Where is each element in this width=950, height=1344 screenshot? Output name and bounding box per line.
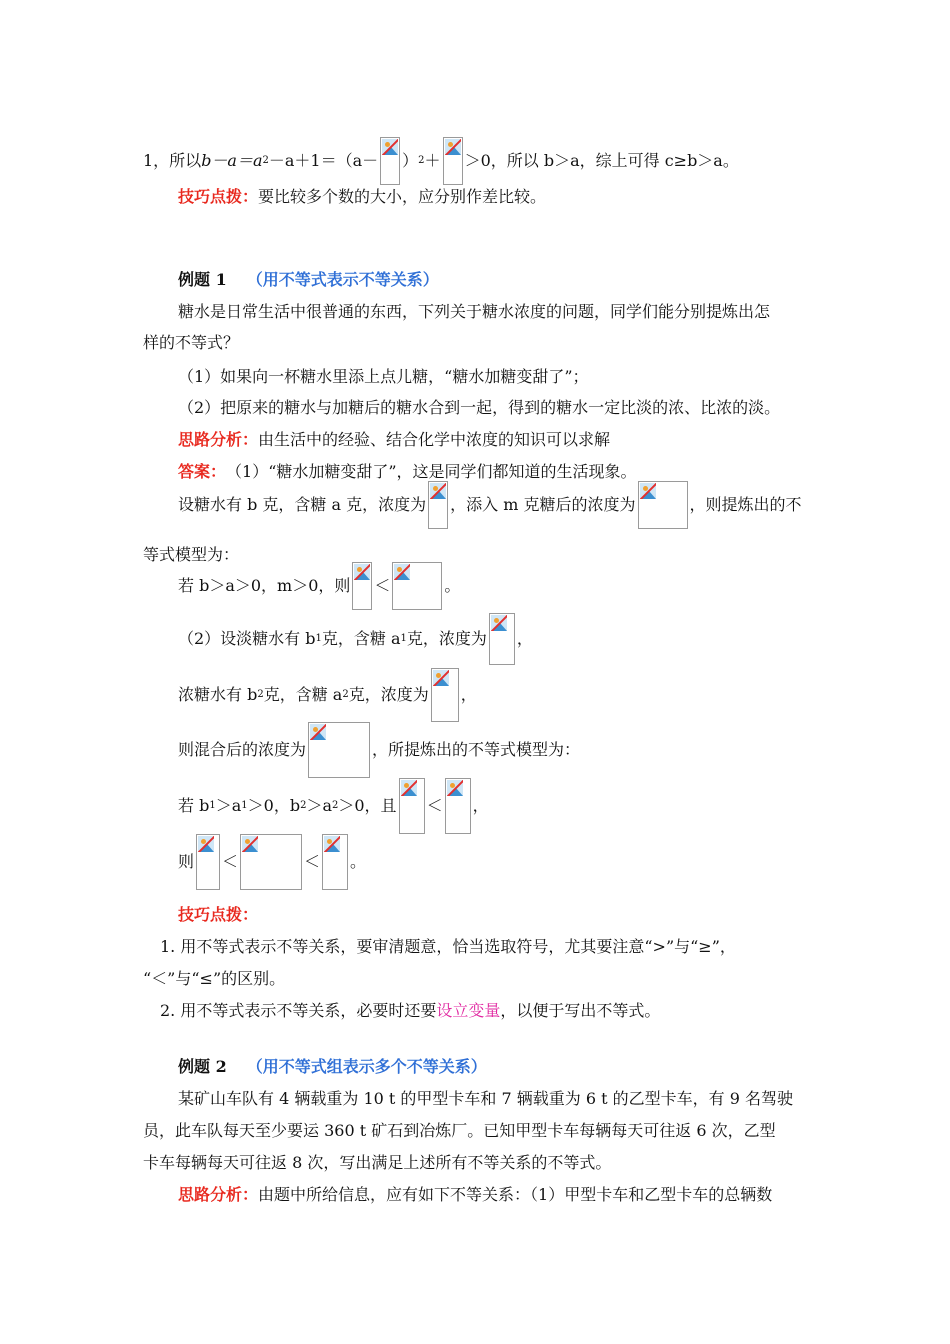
text: 若 b＞a＞0，m＞0，则 — [178, 576, 351, 595]
tip-item-1-cont — [143, 968, 285, 990]
formula-image — [322, 834, 348, 890]
text: ， — [516, 629, 533, 648]
text: 1. 用不等式表示不等关系，要审清题意，恰当选取符号，尤其要注意“>”与“≥”， — [160, 937, 736, 956]
expr: b－a＝a — [201, 151, 263, 170]
text: 等式模型为： — [143, 545, 240, 564]
text: 克，含糖 a — [263, 685, 343, 704]
text: ，则提炼出的不 — [689, 495, 802, 514]
formula-image — [308, 722, 370, 778]
text: 则 — [178, 852, 195, 871]
setup-line — [178, 480, 802, 530]
question-1 — [178, 366, 589, 388]
broken-image-icon — [430, 483, 446, 499]
subscript: 2 — [332, 800, 339, 811]
text: ，添入 m 克糖后的浓度为 — [450, 495, 636, 514]
less-than-sign: ＜ — [304, 852, 321, 871]
text: 克，浓度为 — [406, 629, 487, 648]
text: 浓糖水有 b — [178, 685, 258, 704]
text: 。 — [350, 852, 367, 871]
analysis-line — [178, 429, 610, 451]
tip-line — [178, 186, 546, 208]
text: ＞0，所以 b＞a，综上可得 c≥b＞a。 — [464, 151, 739, 170]
subscript: 1 — [241, 800, 248, 811]
text: ，所提炼出的不等式模型为： — [372, 740, 581, 759]
formula-image — [240, 834, 302, 890]
text: （1）“糖水加糖变甜了”，这是同学们都知道的生活现象。 — [226, 462, 637, 481]
mixed-line — [178, 722, 580, 778]
text: ） — [402, 151, 419, 170]
tip-header — [178, 904, 258, 926]
broken-image-icon — [310, 724, 326, 740]
part-2-line — [178, 613, 533, 665]
text: 卡车每辆每天可往返 8 次，写出满足上述所有不等关系的不等式。 — [143, 1153, 612, 1172]
exponent: 2 — [418, 155, 425, 166]
tip-label: 技巧点拨： — [178, 187, 259, 206]
text: （2）设淡糖水有 b — [178, 629, 316, 648]
paragraph — [143, 1152, 611, 1174]
formula-image — [352, 562, 372, 610]
text: 1，所以 — [143, 151, 202, 170]
text: 某矿山车队有 4 辆载重为 10 t 的甲型卡车和 7 辆载重为 6 t 的乙型卡车，有 9 名驾驶 — [178, 1089, 793, 1108]
formula-image — [489, 613, 515, 665]
paragraph — [178, 301, 770, 323]
text: 设糖水有 b 克，含糖 a 克，浓度为 — [178, 495, 427, 514]
text: ＋ — [424, 151, 441, 170]
formula-image — [443, 137, 463, 185]
text: ， — [472, 796, 489, 815]
example-2-header — [178, 1056, 487, 1078]
text: “＜”与“≤”的区别。 — [143, 969, 286, 988]
inequality-line — [178, 561, 460, 611]
tip-item-1 — [160, 936, 736, 958]
paragraph — [178, 1088, 793, 1110]
broken-image-icon — [394, 564, 410, 580]
subscript: 2 — [300, 800, 307, 811]
text: ＞a — [215, 796, 242, 815]
formula-image — [380, 137, 400, 185]
example-label: 例题 1 — [178, 270, 227, 289]
analysis-label: 思路分析： — [178, 1185, 259, 1204]
condition-line — [178, 778, 489, 834]
broken-image-icon — [198, 836, 214, 852]
text: 员，此车队每天至少要运 360 t 矿石到冶炼厂。已知甲型卡车每辆每天可往返 6 次，乙型 — [143, 1121, 776, 1140]
subscript: 2 — [257, 689, 264, 700]
text: 糖水是日常生活中很普通的东西，下列关于糖水浓度的问题，同学们能分别提炼出怎 — [178, 302, 771, 321]
conclusion-line — [178, 834, 366, 890]
text: ＞0，且 — [338, 796, 397, 815]
formula-image — [638, 481, 688, 529]
dense-syrup-line — [178, 668, 477, 722]
formula-image — [392, 562, 442, 610]
text: ＞a — [306, 796, 332, 815]
text: 2. 用不等式表示不等关系，必要时还要 — [160, 1001, 437, 1020]
text: （1）如果向一杯糖水里添上点儿糖，“糖水加糖变甜了”； — [178, 367, 589, 386]
broken-image-icon — [445, 139, 461, 155]
example-topic: （用不等式组表示多个不等关系） — [246, 1057, 487, 1076]
text: 由生活中的经验、结合化学中浓度的知识可以求解 — [258, 430, 611, 449]
text: 若 b — [178, 796, 210, 815]
broken-image-icon — [324, 836, 340, 852]
text: （2）把原来的糖水与加糖后的糖水合到一起，得到的糖水一定比淡的浓、比浓的淡。 — [178, 398, 781, 417]
text: 由题中所给信息，应有如下不等关系：（1）甲型卡车和乙型卡车的总辆数 — [258, 1185, 773, 1204]
formula-image — [431, 668, 459, 722]
broken-image-icon — [491, 615, 507, 631]
subscript: 1 — [209, 800, 216, 811]
text: ，以便于写出不等式。 — [500, 1001, 661, 1020]
broken-image-icon — [447, 780, 463, 796]
broken-image-icon — [354, 564, 370, 580]
text: ＞0，b — [247, 796, 301, 815]
subscript: 2 — [342, 689, 349, 700]
analysis-line — [178, 1184, 772, 1206]
analysis-label: 思路分析： — [178, 430, 259, 449]
text: 则混合后的浓度为 — [178, 740, 307, 759]
intro-line — [143, 137, 739, 185]
example-topic: （用不等式表示不等关系） — [246, 270, 439, 289]
broken-image-icon — [640, 483, 656, 499]
formula-image — [428, 481, 448, 529]
formula-image — [196, 834, 220, 890]
broken-image-icon — [433, 670, 449, 686]
paragraph — [143, 1120, 776, 1142]
text: 克，含糖 a — [321, 629, 401, 648]
broken-image-icon — [382, 139, 398, 155]
less-than-sign: ＜ — [426, 796, 443, 815]
question-2 — [178, 397, 780, 419]
text: 样的不等式？ — [143, 333, 240, 352]
expr: －a＋1＝（a－ — [268, 151, 379, 170]
formula-image — [399, 778, 425, 834]
broken-image-icon — [242, 836, 258, 852]
subscript: 1 — [400, 633, 407, 644]
subscript: 1 — [315, 633, 322, 644]
exponent: 2 — [262, 155, 269, 166]
broken-image-icon — [401, 780, 417, 796]
less-than-sign: ＜ — [222, 852, 239, 871]
tip-item-2 — [160, 1000, 660, 1022]
tip-text: 要比较多个数的大小，应分别作差比较。 — [258, 187, 547, 206]
text: 。 — [444, 576, 461, 595]
formula-image — [445, 778, 471, 834]
text: ， — [460, 685, 477, 704]
paragraph — [143, 332, 239, 354]
tip-label: 技巧点拨： — [178, 905, 259, 924]
example-1-header — [178, 269, 439, 291]
example-label: 例题 2 — [178, 1057, 227, 1076]
less-than-sign: ＜ — [374, 576, 391, 595]
answer-label: 答案： — [178, 462, 227, 481]
text: 克，浓度为 — [348, 685, 429, 704]
highlight-link[interactable]: 设立变量 — [436, 1001, 501, 1020]
